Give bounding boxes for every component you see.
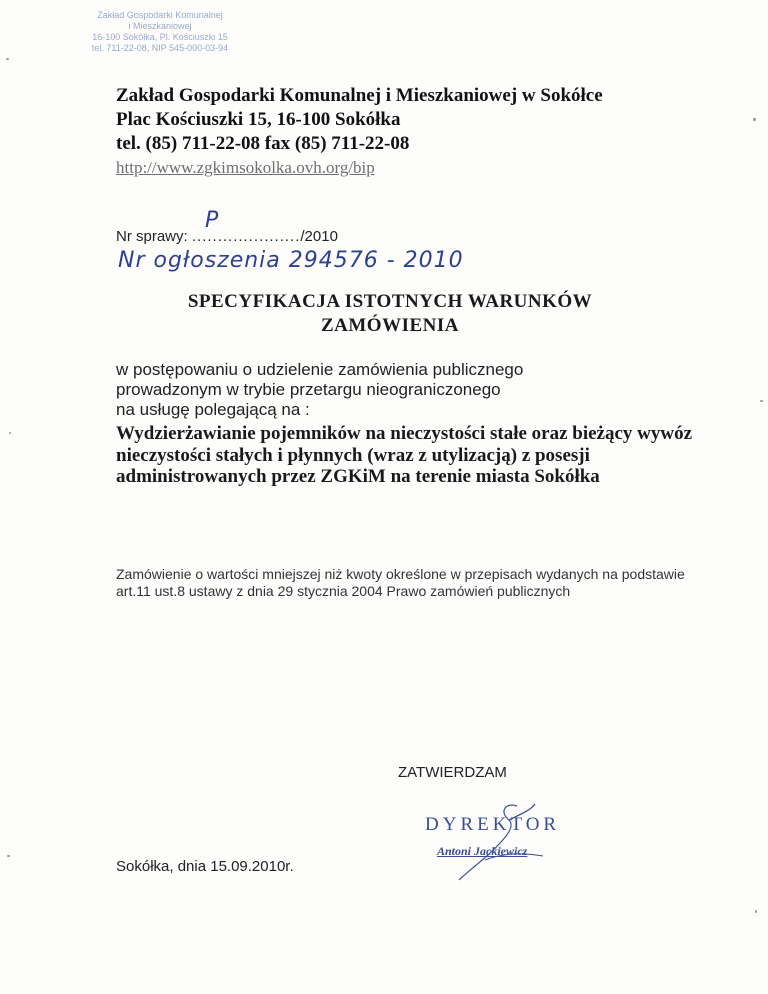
title-line: ZAMÓWIENIA [320, 315, 459, 336]
organization-block [116, 84, 603, 180]
organization-phone-fax: tel. (85) 711-22-08 fax (85) 711-22-08 [116, 133, 410, 154]
signature-icon [425, 800, 575, 885]
handwritten-announcement-number: Nr ogłoszenia 294576 - 2010 [118, 248, 464, 273]
stamp-line: i Mieszkaniowej [128, 21, 192, 31]
stamp-title: DYREKTOR [425, 814, 561, 835]
scan-speck [9, 432, 11, 434]
case-label: Nr sprawy: [116, 228, 188, 245]
organization-address: Plac Kościuszki 15, 16-100 Sokółka [116, 109, 401, 130]
procedure-intro [116, 360, 716, 420]
organization-url-link[interactable]: http://www.zgkimsokolka.ovh.org/bip [116, 158, 375, 177]
case-year: /2010 [300, 228, 338, 245]
stamp-name: Antoni Jackiewicz [437, 844, 528, 858]
handwritten-case-letter: P [205, 208, 219, 233]
director-signature-stamp [425, 800, 575, 885]
intro-line: prowadzonym w trybie przetargu nieograniczonego [116, 380, 501, 399]
scan-speck [6, 58, 9, 60]
case-number-line [116, 228, 338, 245]
stamp-line: tel. 711-22-08, NIP 545-000-03-94 [91, 43, 229, 53]
legal-note: Zamówienie o wartości mniejszej niż kwoty określone w przepisach wydanych na podstawie art.11 ust.8 ustawy z dnia 29 stycznia 2004 Prawo zamówień publicznych [116, 566, 685, 599]
company-stamp-header [60, 10, 260, 54]
scan-speck [755, 910, 757, 913]
intro-line: w postępowaniu o udzielenie zamówienia publicznego [116, 360, 524, 379]
place-and-date: Sokółka, dnia 15.09.2010r. [116, 858, 294, 875]
contract-subject: Wydzierżawianie pojemników na nieczystości stałe oraz bieżący wywóz nieczystości stałych i płynnych (wraz z utylizacją) z posesji administrowanych przez ZGKiM na terenie miasta Sokółka [116, 423, 693, 487]
title-line: SPECYFIKACJA ISTOTNYCH WARUNKÓW [187, 291, 593, 312]
scan-speck [753, 118, 756, 121]
approval-label: ZATWIERDZAM [398, 764, 507, 781]
stamp-line: Zakład Gospodarki Komunalnej [97, 10, 223, 20]
case-dots: ..................... [191, 228, 301, 245]
scan-speck [760, 400, 763, 402]
document-title [100, 290, 680, 338]
intro-line: na usługę polegającą na : [116, 400, 310, 419]
organization-name: Zakład Gospodarki Komunalnej i Mieszkaniowej w Sokółce [116, 85, 603, 106]
stamp-line: 16-100 Sokółka, Pl. Kościuszki 15 [92, 32, 228, 42]
scan-speck [7, 855, 10, 857]
